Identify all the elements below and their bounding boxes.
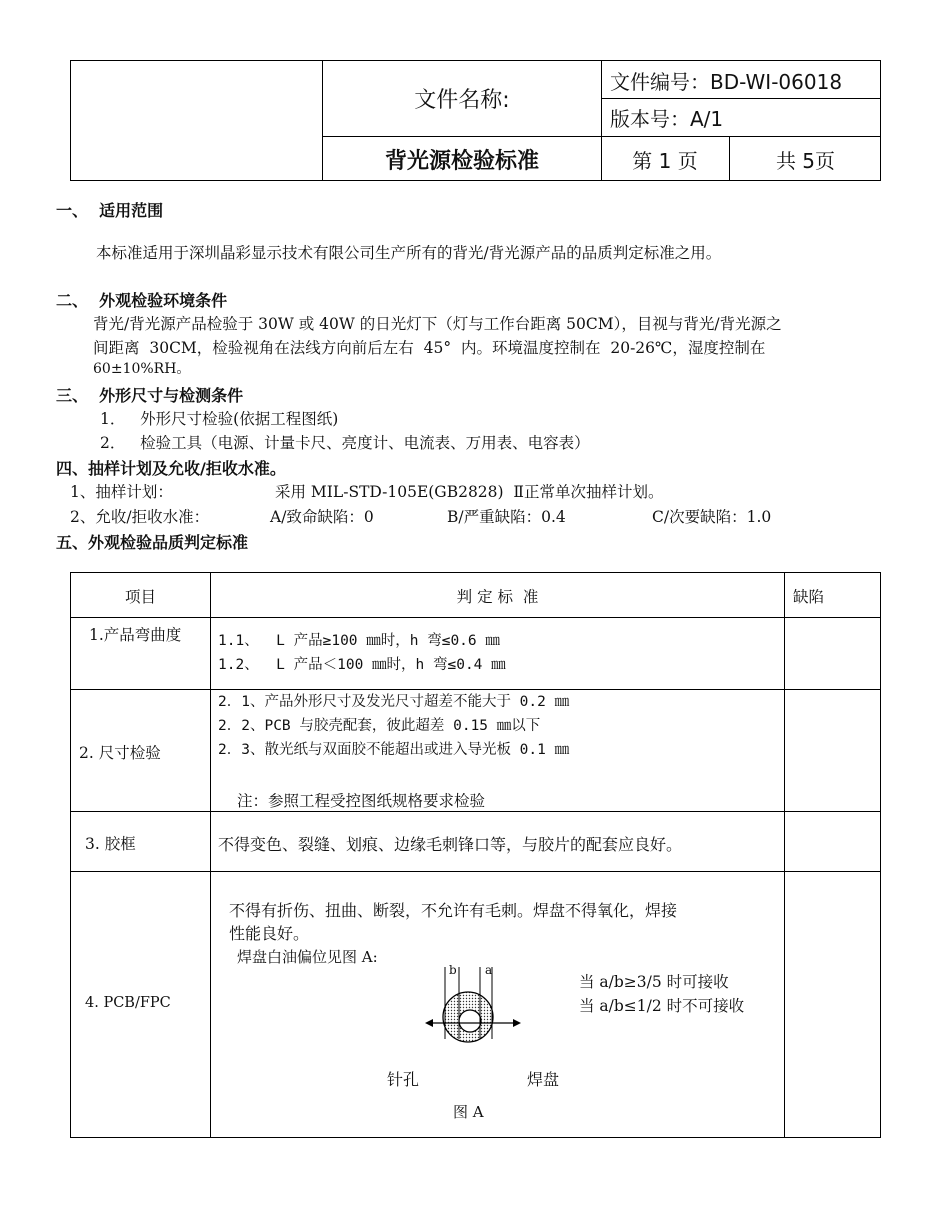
table-divider: [71, 871, 880, 872]
row-criteria-line: 2．1、产品外形尺寸及发光尺寸超差不能大于 0.2 ㎜: [218, 694, 570, 710]
accept-condition: 当 a/b≥3/5 时可接收: [579, 973, 729, 991]
section-1-title: 一、 适用范围: [56, 201, 164, 220]
row-criteria-line: 1.1、 L 产品≥100 ㎜时，h 弯≤0.6 ㎜: [218, 633, 500, 649]
doc-title: 背光源检验标准: [384, 148, 539, 174]
figure-caption: 图 A: [453, 1103, 484, 1121]
section-2-line: 背光/背光源产品检验于 30W 或 40W 的日光灯下（灯与工作台距离 50CM），目视与背光/背光源之: [93, 315, 782, 333]
doc-number: 文件编号：BD-WI-06018: [610, 69, 843, 94]
aql-critical: A/致命缺陷：0: [270, 508, 374, 526]
left-arrow-icon: [425, 1019, 433, 1027]
sampling-plan-value: 采用 MIL-STD-105E(GB2828) Ⅱ正常单次抽样计划。: [275, 483, 664, 501]
aql-label: 2、允收/拒收水准：: [70, 508, 210, 526]
table-divider: [71, 811, 880, 812]
label-pin-hole: 针孔: [387, 1070, 420, 1089]
row-criteria-line: 1.2、 L 产品＜100 ㎜时，h 弯≤0.4 ㎜: [218, 657, 506, 673]
label-b: b: [449, 963, 457, 977]
doc-version: 版本号：A/1: [610, 107, 724, 131]
page-current: 第 1 页: [632, 148, 698, 173]
row-criteria-line: 2．2、PCB 与胶壳配套，彼此超差 0.15 ㎜以下: [218, 718, 541, 734]
section-3-item: 2． 检验工具（电源、计量卡尺、亮度计、电流表、万用表、电容表）: [100, 434, 590, 452]
section-2-line: 60±10%RH。: [93, 361, 191, 377]
row-item: 2. 尺寸检验: [79, 744, 161, 762]
section-3-item: 1． 外形尺寸检验(依据工程图纸): [100, 410, 339, 428]
sampling-plan-label: 1、抽样计划：: [70, 483, 173, 501]
column-header-defect: 缺陷: [793, 588, 825, 606]
section-5-title: 五、外观检验品质判定标准: [56, 533, 249, 552]
inspection-criteria-table: [70, 572, 881, 1138]
table-divider: [210, 573, 211, 1137]
section-1-text: 本标准适用于深圳晶彩显示技术有限公司生产所有的背光/背光源产品的品质判定标准之用。: [96, 244, 722, 262]
label-pad: 焊盘: [527, 1070, 560, 1089]
aql-minor: C/次要缺陷：1.0: [652, 508, 772, 526]
table-divider: [784, 573, 785, 1137]
row-criteria-line: 不得有折伤、扭曲、断裂，不允许有毛刺。焊盘不得氧化，焊接: [229, 901, 678, 920]
section-2-title: 二、 外观检验环境条件: [56, 291, 228, 310]
row-criteria-line: 性能良好。: [229, 924, 310, 943]
row-item: 4. PCB/FPC: [85, 995, 171, 1011]
label-a: a: [485, 963, 493, 977]
row-note: 注：参照工程受控图纸规格要求检验: [237, 792, 486, 810]
document-header: [70, 60, 881, 181]
row-item: 3. 胶框: [85, 835, 136, 853]
pad-offset-diagram: [417, 961, 527, 1061]
row-item: 1.产品弯曲度: [89, 626, 182, 644]
aql-major: B/严重缺陷：0.4: [447, 508, 566, 526]
diagram-intro: 焊盘白油偏位见图 A:: [237, 948, 378, 966]
section-4-title: 四、抽样计划及允收/拒收水准。: [56, 459, 286, 478]
column-header-item: 项目: [124, 588, 156, 606]
right-arrow-icon: [513, 1019, 521, 1027]
section-2-line: 间距离 30CM，检验视角在法线方向前后左右 45° 内。环境温度控制在 20-26℃，湿度控制在: [93, 339, 766, 357]
doc-name-label: 文件名称:: [414, 88, 510, 113]
reject-condition: 当 a/b≤1/2 时不可接收: [579, 997, 745, 1015]
table-divider: [71, 617, 880, 618]
row-criteria-line: 2．3、散光纸与双面胶不能超出或进入导光板 0.1 ㎜: [218, 742, 570, 758]
page-total: 共 5页: [775, 148, 836, 173]
pin-hole: [459, 1010, 481, 1032]
section-3-title: 三、 外形尺寸与检测条件: [56, 386, 244, 405]
column-header-criteria: 判 定 标 准: [456, 588, 539, 606]
row-criteria-line: 不得变色、裂缝、划痕、边缘毛刺锋口等，与胶片的配套应良好。: [218, 835, 683, 854]
